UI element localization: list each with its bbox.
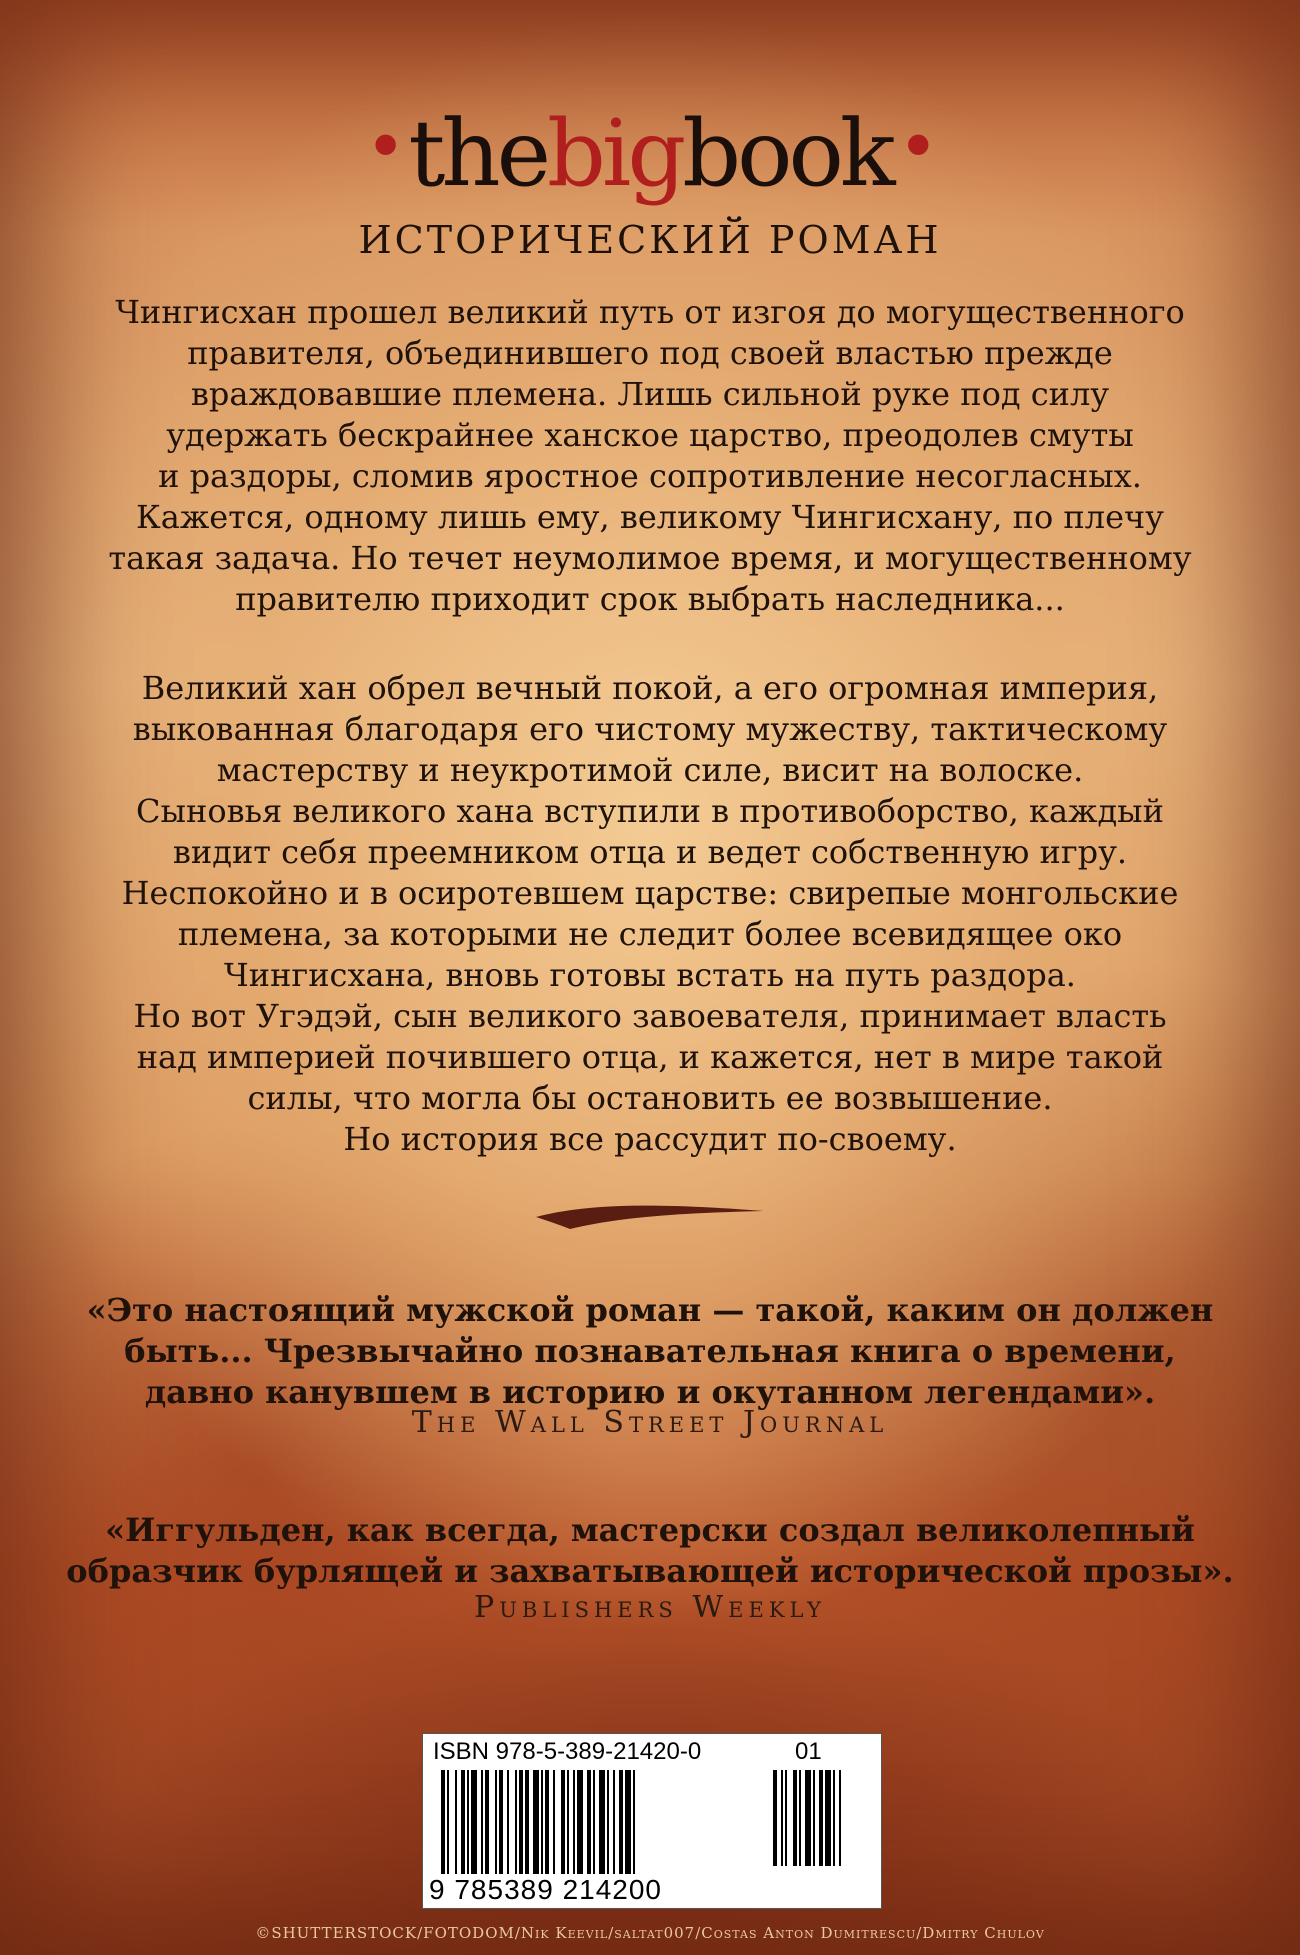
- quote-line: «Это настоящий мужской роман — такой, каким он должен: [86, 1291, 1214, 1329]
- text-line: силы, что могла бы остановить ее возвышение.: [247, 1079, 1053, 1117]
- text-line: видит себя преемником отца и ведет собственную игру.: [172, 833, 1128, 871]
- barcode-bars: [433, 1770, 873, 1880]
- quote-source-1: The Wall Street Journal: [411, 1405, 889, 1440]
- text-line: и раздоры, сломив яростное сопротивление несогласных.: [158, 457, 1142, 495]
- review-quote-2: [60, 1510, 1240, 1592]
- synopsis-paragraph-1: [90, 292, 1210, 620]
- synopsis-paragraph-2: [90, 668, 1210, 1160]
- text-line: над империей почившего отца, и кажется, нет в мире такой: [136, 1038, 1164, 1076]
- logo-the: the: [408, 100, 548, 207]
- text-line: такая задача. Но течет неумолимое время, и могущественному: [108, 539, 1192, 577]
- text-line: Сыновья великого хана вступили в противоборство, каждый: [136, 792, 1164, 830]
- quote-line: быть... Чрезвычайно познавательная книга о времени,: [124, 1332, 1176, 1370]
- quote-line: образчик бурлящей и захватывающей исторической прозы».: [66, 1552, 1234, 1590]
- quote-line: давно канувшем в историю и окутанном легендами».: [144, 1373, 1156, 1411]
- text-line: враждовавшие племена. Лишь сильной руке под силу: [190, 375, 1110, 413]
- logo-big: big: [547, 100, 683, 207]
- barcode-addon: 01: [795, 1738, 822, 1765]
- text-line: Кажется, одному лишь ему, великому Чингисхану, по плечу: [136, 498, 1164, 536]
- quote-line: «Иггульден, как всегда, мастерски создал великолепный: [105, 1511, 1195, 1549]
- isbn-barcode: [422, 1733, 882, 1909]
- text-line: Неспокойно и в осиротевшем царстве: свирепые монгольские: [121, 874, 1179, 912]
- brush-divider: [530, 1195, 770, 1235]
- text-line: Но история все рассудит по-своему.: [343, 1120, 957, 1158]
- text-line: правителю приходит срок выбрать наследника...: [235, 580, 1065, 618]
- review-quote-1: [60, 1290, 1240, 1413]
- text-line: Но вот Угэдэй, сын великого завоевателя, принимает власть: [133, 997, 1167, 1035]
- text-line: Великий хан обрел вечный покой, а его огромная империя,: [141, 669, 1159, 707]
- logo-book: book: [682, 100, 892, 207]
- genre-subtitle: ИСТОРИЧЕСКИЙ РОМАН: [358, 218, 942, 262]
- text-line: Чингисхан прошел великий путь от изгоя до могущественного: [115, 293, 1185, 331]
- text-line: правителя, объединившего под своей властью прежде: [187, 334, 1113, 372]
- publisher-logo: •thebigbook•: [365, 100, 935, 207]
- barcode-digits: 9 785389 214200: [429, 1874, 662, 1905]
- photo-credits: ©SHUTTERSTOCK/FOTODOM/Nik Keevil/saltat007/Costas Anton Dumitrescu/Dmitry Chulov: [255, 1924, 1045, 1942]
- text-line: выкованная благодаря его чистому мужеству, тактическому: [132, 710, 1168, 748]
- text-line: мастерству и неукротимой силе, висит на волоске.: [216, 751, 1084, 789]
- text-line: удержать бескрайнее ханское царство, преодолев смуты: [166, 416, 1134, 454]
- text-line: племена, за которыми не следит более всевидящее око: [177, 915, 1123, 953]
- text-line: Чингисхана, вновь готовы встать на путь раздора.: [224, 956, 1076, 994]
- isbn-number: ISBN 978-5-389-21420-0: [433, 1738, 702, 1765]
- quote-source-2: Publishers Weekly: [474, 1590, 826, 1625]
